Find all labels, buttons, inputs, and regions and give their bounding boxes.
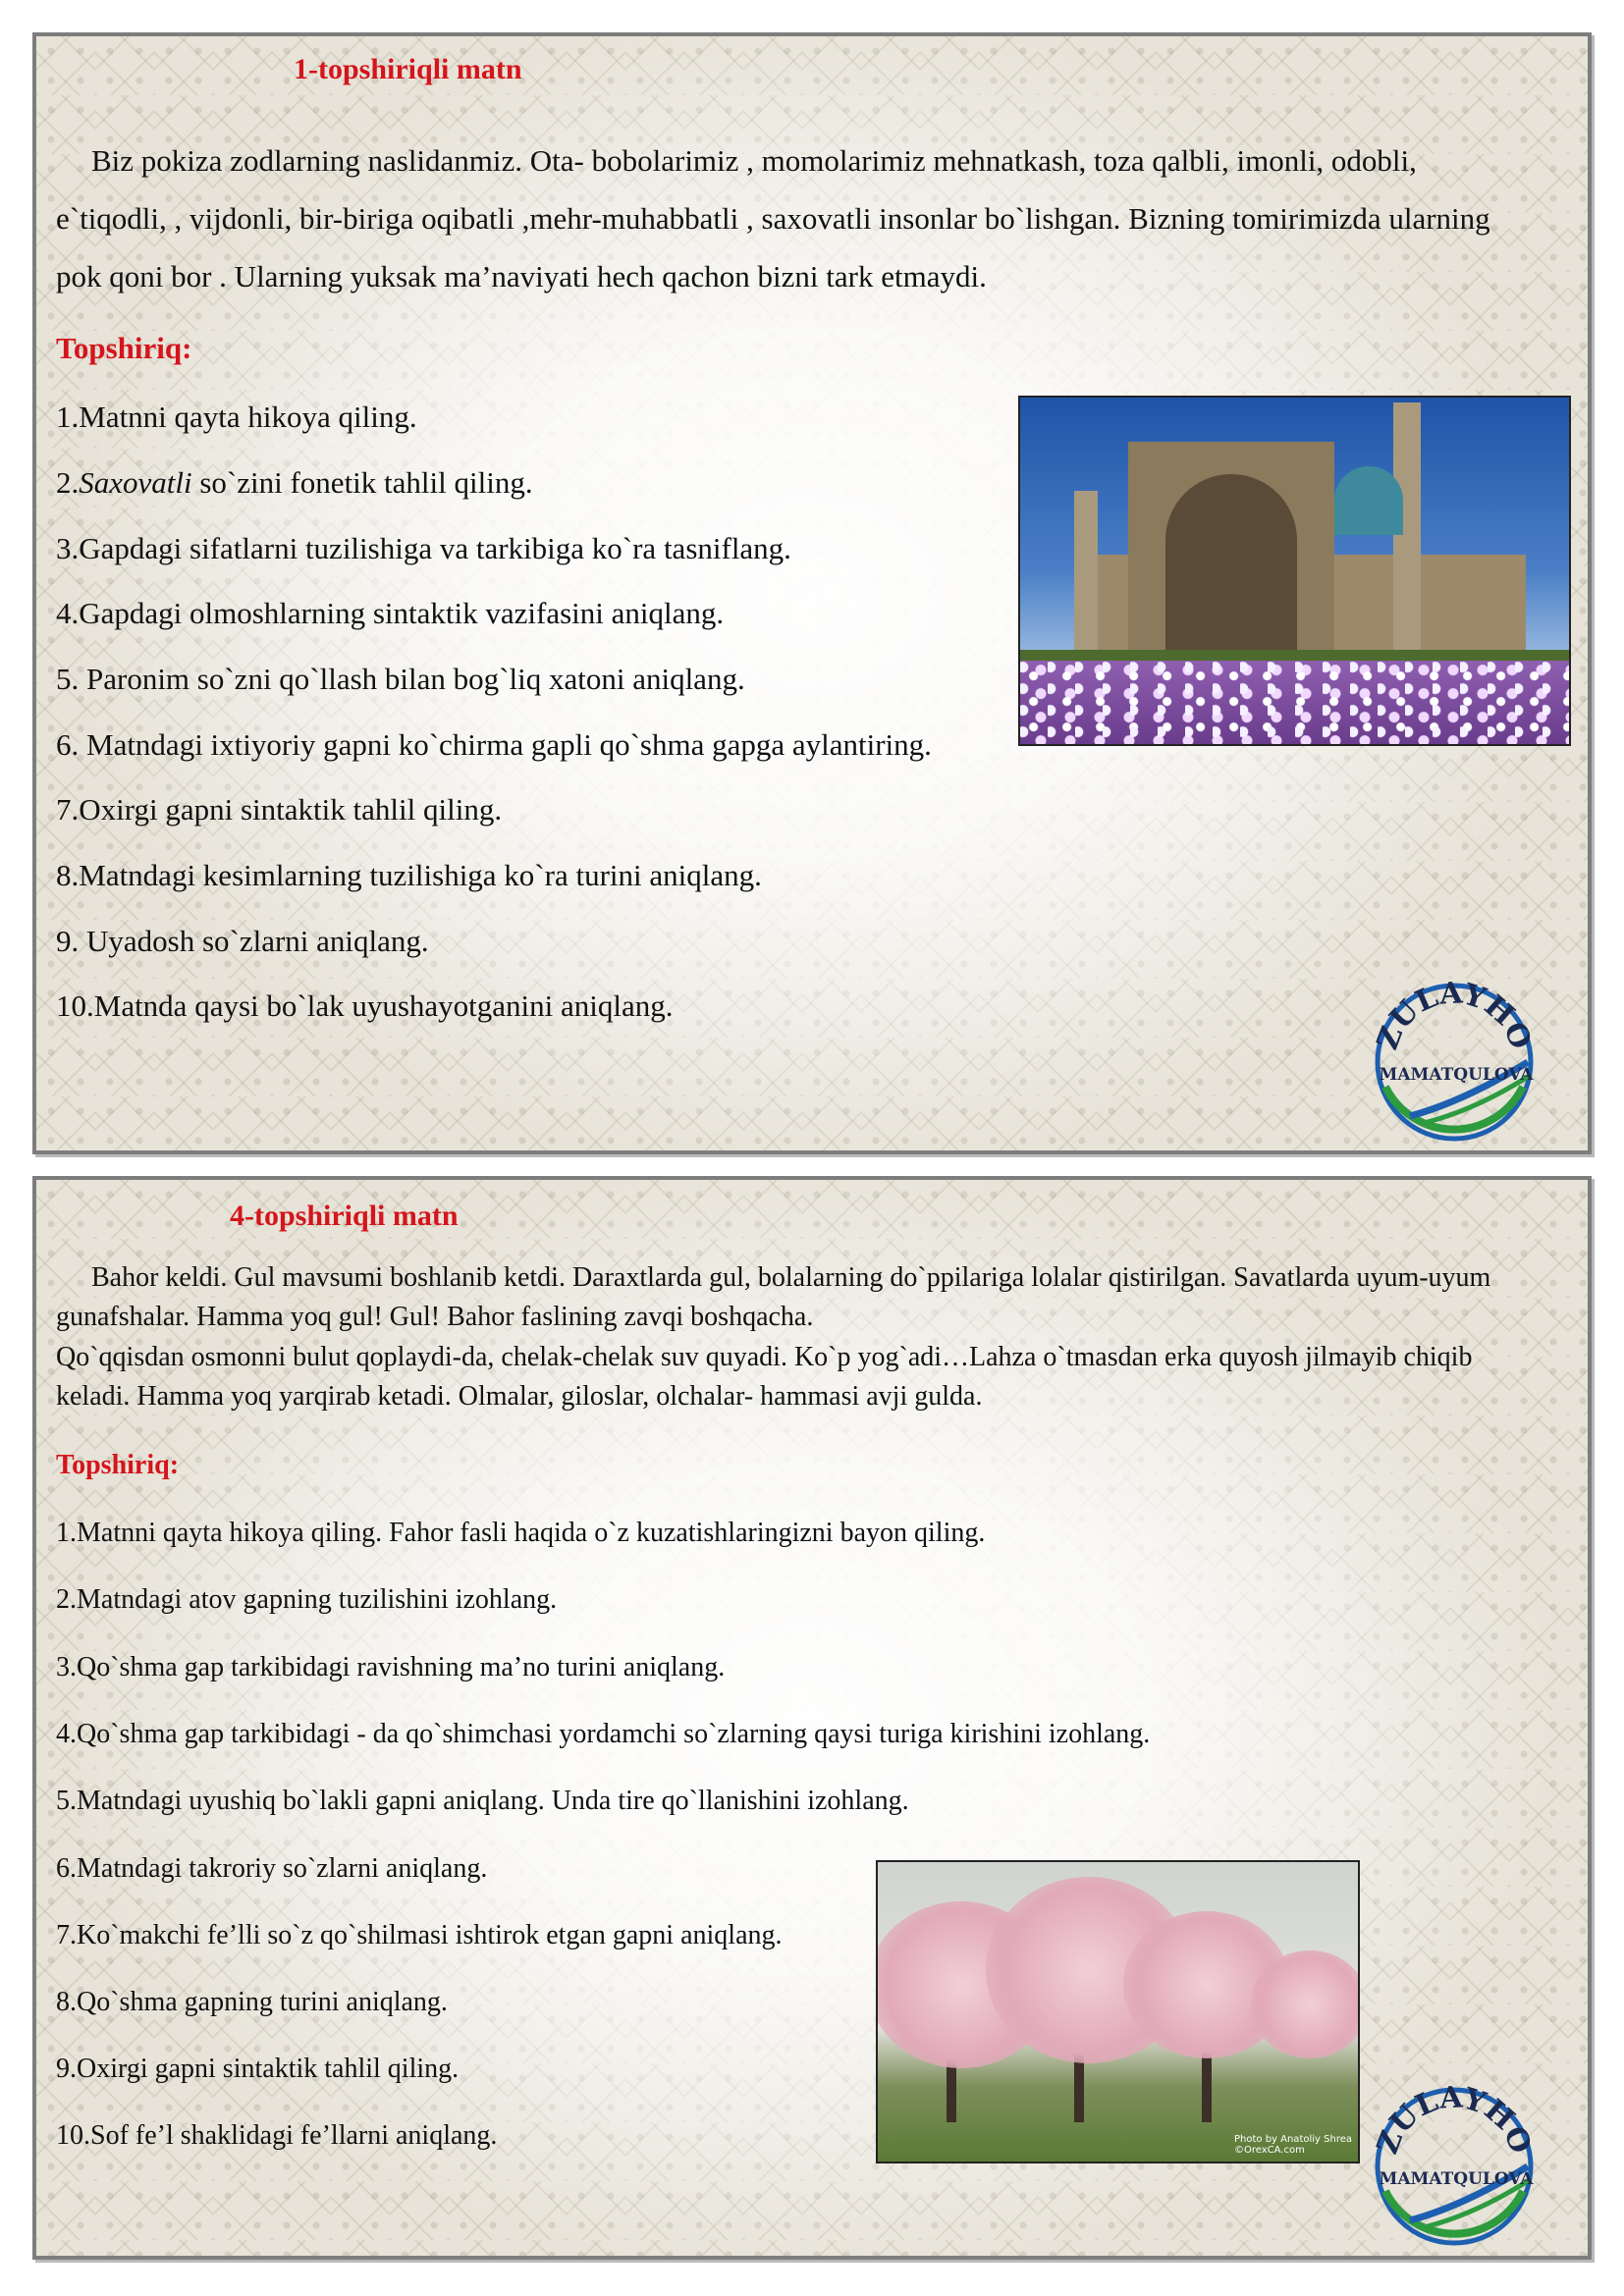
- task-item-8: 8.Qo`shma gapning turini aniqlang.: [56, 1987, 448, 2017]
- task-item-8: 8.Matndagi kesimlarning tuzilishiga ko`ra turini aniqlang.: [56, 858, 762, 892]
- task-item-4: 4.Gapdagi olmoshlarning sintaktik vazifasini aniqlang.: [56, 596, 725, 630]
- passage-paragraph-2: Qo`qqisdan osmonni bulut qoplaydi-da, chelak-chelak suv quyadi. Ko`p yog`adi…Lahza o`tmasdan erka quyosh jilmayib chiqib keladi. Hamma yoq yarqirab ketadi. Olmalar, giloslar, olchalar- hammasi avji gulda.: [56, 1342, 1473, 1412]
- task-item-6: 6.Matndagi takroriy so`zlarni aniqlang.: [56, 1853, 488, 1884]
- svg-text:ZULAYHO: ZULAYHO: [1370, 976, 1539, 1055]
- task-item-2: 2.Matndagi atov gapning tuzilishini izohlang.: [56, 1584, 558, 1615]
- panel-title: 4-topshiriqli matn: [230, 1200, 459, 1232]
- task-item-7: 7.Ko`makchi fe’lli so`z qo`shilmasi ishtirok etgan gapni aniqlang.: [56, 1920, 783, 1950]
- task-item-3: 3.Gapdagi sifatlarni tuzilishiga va tarkibiga ko`ra tasniflang.: [56, 531, 791, 565]
- task-item-6: 6. Matndagi ixtiyoriy gapni ko`chirma gapli qo`shma gapga aylantiring.: [56, 727, 932, 762]
- logo-emblem-icon: [1366, 2073, 1543, 2250]
- madrasa-photo: [1018, 396, 1571, 746]
- passage-paragraph: Biz pokiza zodlarning naslidanmiz. Ota- bobolarimiz , momolarimiz mehnatkash, toza qalbli, imonli, odobli, e`tiqodli, , vijdonli, bir-biriga oqibatli ,mehr-muhabbatli , saxovatli insonlar bo`lishgan. Bizning tomirimizda ularning pok qoni bor . Ularning yuksak ma’naviyati hech qachon bizni tark etmaydi.: [56, 143, 1490, 294]
- panel-title: 1-topshiriqli matn: [294, 53, 522, 85]
- svg-text:ZULAYHO: ZULAYHO: [1370, 2080, 1539, 2160]
- passage-paragraph-1: Bahor keldi. Gul mavsumi boshlanib ketdi. Daraxtlarda gul, bolalarning do`ppilariga lolalar qistirilgan. Savatlarda uyum-uyum gunafshalar. Hamma yoq gul! Gul! Bahor faslining zavqi boshqacha.: [56, 1262, 1491, 1332]
- task-heading: Topshiriq:: [56, 331, 192, 365]
- task-item-5: 5. Paronim so`zni qo`llash bilan bog`liq xatoni aniqlang.: [56, 662, 745, 696]
- task-item-1: 1.Matnni qayta hikoya qiling. Fahor fasli haqida o`z kuzatishlaringizni bayon qiling.: [56, 1518, 986, 1548]
- task-item-1: 1.Matnni qayta hikoya qiling.: [56, 400, 417, 434]
- svg-text:MAMATQULOVA: MAMATQULOVA: [1379, 2169, 1534, 2189]
- task-item-9: 9.Oxirgi gapni sintaktik tahlil qiling.: [56, 2054, 460, 2084]
- task-item-10: 10.Matnda qaysi bo`lak uyushayotganini aniqlang.: [56, 988, 674, 1023]
- author-logo: [1366, 969, 1543, 1146]
- italic-word: Saxovatli: [79, 465, 192, 500]
- task-item-4: 4.Qo`shma gap tarkibidagi - da qo`shimchasi yordamchi so`zlarning qaysi turiga kirishini izohlang.: [56, 1719, 1151, 1749]
- task-item-2: 2.Saxovatli so`zini fonetik tahlil qiling.: [56, 465, 533, 500]
- task-item-5: 5.Matndagi uyushiq bo`lakli gapni aniqlang. Unda tire qo`llanishini izohlang.: [56, 1786, 909, 1816]
- blossom-tree-photo: [876, 1860, 1360, 2163]
- author-logo: [1366, 2073, 1543, 2250]
- logo-emblem-icon: [1366, 969, 1543, 1146]
- svg-text:MAMATQULOVA: MAMATQULOVA: [1379, 1065, 1534, 1085]
- task-heading: Topshiriq:: [56, 1450, 180, 1480]
- task-item-3: 3.Qo`shma gap tarkibidagi ravishning ma’no turini aniqlang.: [56, 1652, 726, 1682]
- exercise-panel-1: [32, 32, 1592, 1154]
- photo-credit: Photo by Anatoliy Shrea ©OrexCA.com: [1233, 2134, 1352, 2156]
- task-item-7: 7.Oxirgi gapni sintaktik tahlil qiling.: [56, 792, 503, 827]
- task-item-9: 9. Uyadosh so`zlarni aniqlang.: [56, 924, 429, 958]
- exercise-panel-2: [32, 1176, 1592, 2260]
- task-item-10: 10.Sof fe’l shaklidagi fe’llarni aniqlang.: [56, 2120, 498, 2151]
